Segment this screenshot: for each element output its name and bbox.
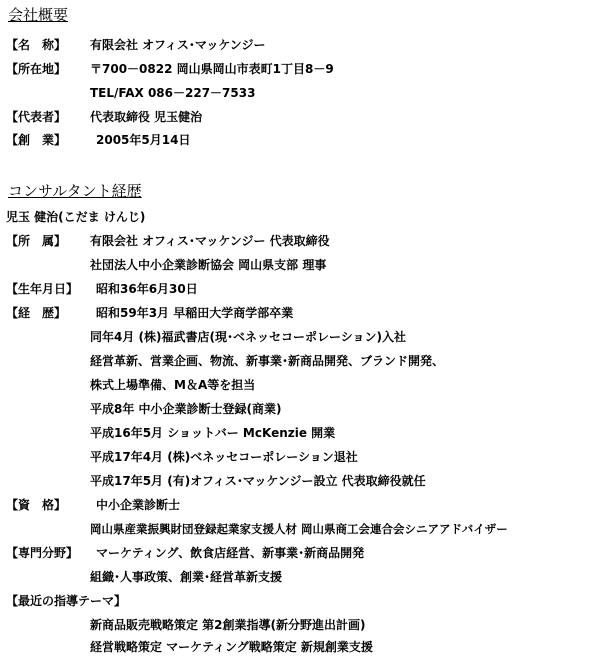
founded-value: 2005年5月14日 (96, 133, 191, 147)
representative-label: 【代表者】 (6, 110, 67, 124)
affiliation-line: 社団法人中小企業診断協会 岡山県支部 理事 (90, 258, 327, 272)
telfax-value: TEL/FAX 086－227－7533 (90, 86, 256, 100)
affiliation-line: 有限会社 オフィス･マッケンジー 代表取締役 (90, 234, 330, 248)
recent-theme-line: 新商品販売戦略策定 第2創業指導(新分野進出計画) (90, 618, 366, 632)
company-heading: 会社概要 (8, 6, 69, 24)
qualification-line: 岡山県産業振興財団登録起業家支援人材 岡山県商工会連合会シニアアドバイザー (90, 522, 508, 536)
career-line: 昭和59年3月 早稲田大学商学部卒業 (96, 306, 294, 320)
company-name-value: 有限会社 オフィス･マッケンジー (90, 38, 266, 52)
founded-label: 【創 業】 (6, 133, 67, 147)
career-line: 平成17年4月 (株)ベネッセコーポレーション退社 (90, 450, 358, 464)
qualification-line: 中小企業診断士 (96, 498, 181, 512)
birthdate-label: 【生年月日】 (6, 282, 79, 296)
consultant-name: 児玉 健治(こだま けんじ) (6, 210, 146, 224)
career-line: 株式上場準備、M＆A等を担当 (90, 378, 256, 392)
specialty-line: マーケティング、飲食店経営、新事業･新商品開発 (96, 546, 365, 560)
company-name-label: 【名 称】 (6, 38, 67, 52)
career-label: 【経 歴】 (6, 306, 67, 320)
specialty-label: 【専門分野】 (6, 546, 79, 560)
affiliation-label: 【所 属】 (6, 234, 67, 248)
birthdate-value: 昭和36年6月30日 (96, 282, 198, 296)
representative-value: 代表取締役 児玉健治 (90, 110, 203, 124)
career-line: 平成8年 中小企業診断士登録(商業) (90, 402, 282, 416)
specialty-line: 組織･人事政策、創業･経営革新支援 (90, 570, 283, 584)
address-value: 〒700－0822 岡山県岡山市表町1丁目8－9 (90, 62, 334, 76)
career-line: 経営革新、営業企画、物流、新事業･新商品開発、ブランド開発、 (90, 354, 445, 368)
consultant-heading: コンサルタント経歴 (8, 182, 142, 200)
career-line: 平成17年5月 (有)オフィス･マッケンジー設立 代表取締役就任 (90, 474, 426, 488)
recent-themes-label: 【最近の指導テーマ】 (6, 594, 127, 608)
recent-theme-line: 経営戦略策定 マーケティング戦略策定 新規創業支援 (90, 640, 373, 654)
career-line: 同年4月 (株)福武書店(現･ベネッセコーポレーション)入社 (90, 330, 406, 344)
qualification-label: 【資 格】 (6, 498, 67, 512)
career-line: 平成16年5月 ショットバー McKenzie 開業 (90, 426, 336, 440)
address-label: 【所在地】 (6, 62, 67, 76)
